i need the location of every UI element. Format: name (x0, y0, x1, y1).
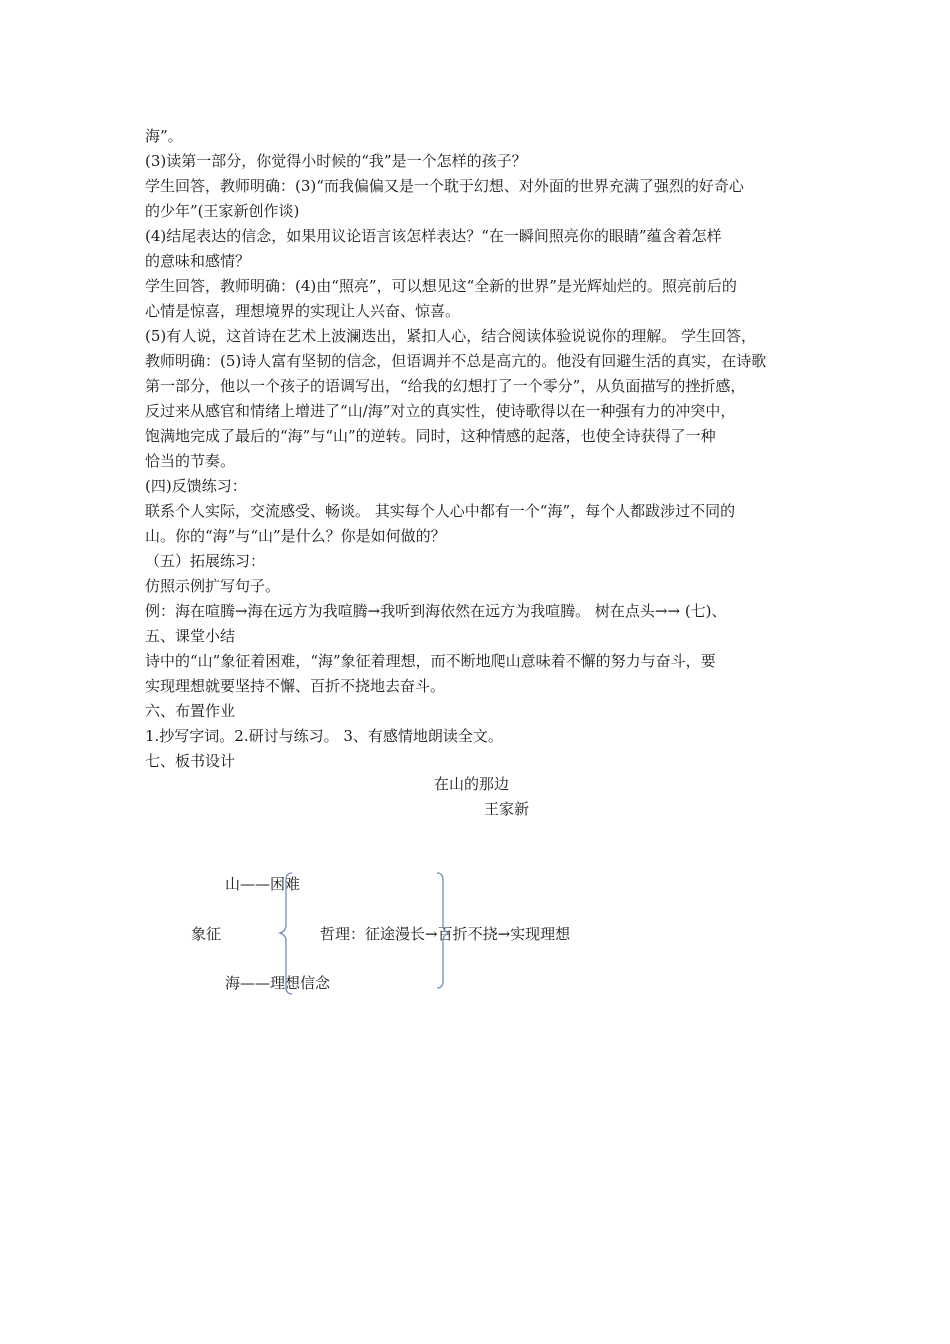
text-line: （五）拓展练习： (145, 552, 266, 570)
text-line: (四)反馈练习： (145, 477, 247, 495)
text-line: 饱满地完成了最后的“海”与“山”的逆转。同时，这种情感的起落，也使全诗获得了一种 (145, 427, 716, 445)
board-title: 在山的那边 (434, 775, 510, 793)
text-line: 的少年”(王家新创作谈) (145, 202, 300, 220)
text-line: 的意味和感情？ (145, 252, 251, 270)
text-line: 第一部分，他以一个孩子的语调写出，“给我的幻想打了一个零分”，从负面描写的挫折感， (145, 377, 746, 395)
text-line: 教师明确：(5)诗人富有坚韧的信念，但语调并不总是高亢的。他没有回避生活的真实，在诗歌 (145, 352, 767, 370)
text-line: 心情是惊喜，理想境界的实现让人兴奋、惊喜。 (145, 302, 461, 320)
text-line: 例：海在喧腾→海在远方为我喧腾→我听到海依然在远方为我喧腾。 树在点头→→ (七)、 (145, 602, 727, 620)
text-line: 七、板书设计 (145, 752, 236, 770)
text-line: 学生回答，教师明确：(4)由“照亮”，可以想见这“全新的世界”是光辉灿烂的。照亮前后的 (145, 277, 737, 295)
board-philosophy-label: 哲理：征途漫长→百折不挠→实现理想 (320, 925, 571, 943)
text-line: 实现理想就要坚持不懈、百折不挠地去奋斗。 (145, 677, 446, 695)
text-line: 仿照示例扩写句子。 (145, 577, 281, 595)
board-mountain-label: 山——困难 (225, 875, 301, 893)
text-line: 诗中的“山”象征着困难，“海”象征着理想，而不断地爬山意味着不懈的努力与奋斗，要 (145, 652, 716, 670)
text-line: 五、课堂小结 (145, 627, 236, 645)
text-line: 恰当的节奏。 (145, 452, 236, 470)
text-line: 海”。 (145, 127, 183, 145)
text-line: 联系个人实际，交流感受、畅谈。 其实每个人心中都有一个“海”，每个人都跋涉过不同的 (145, 502, 736, 520)
text-line: (5)有人说，这首诗在艺术上波澜迭出，紧扣人心，结合阅读体验说说你的理解。 学生回答， (145, 327, 757, 345)
text-line: (4)结尾表达的信念，如果用议论语言该怎样表达？“在一瞬间照亮你的眼睛”蕴含着怎样 (145, 227, 722, 245)
text-line: 反过来从感官和情绪上增进了“山/海”对立的真实性，使诗歌得以在一种强有力的冲突中， (145, 402, 736, 420)
document-body (145, 124, 815, 774)
board-symbol-label: 象征 (191, 925, 222, 943)
text-line: 六、布置作业 (145, 702, 236, 720)
text-line: 1.抄写字词。2.研讨与练习。 3、有感情地朗读全文。 (145, 727, 503, 745)
board-sea-label: 海——理想信念 (225, 974, 331, 992)
text-line: 学生回答，教师明确：(3)“而我偏偏又是一个耽于幻想、对外面的世界充满了强烈的好奇心 (145, 177, 744, 195)
text-line: 山。你的“海”与“山”是什么？你是如何做的？ (145, 527, 446, 545)
board-author: 王家新 (484, 800, 530, 818)
text-line: (3)读第一部分，你觉得小时候的“我”是一个怎样的孩子？ (145, 152, 527, 170)
